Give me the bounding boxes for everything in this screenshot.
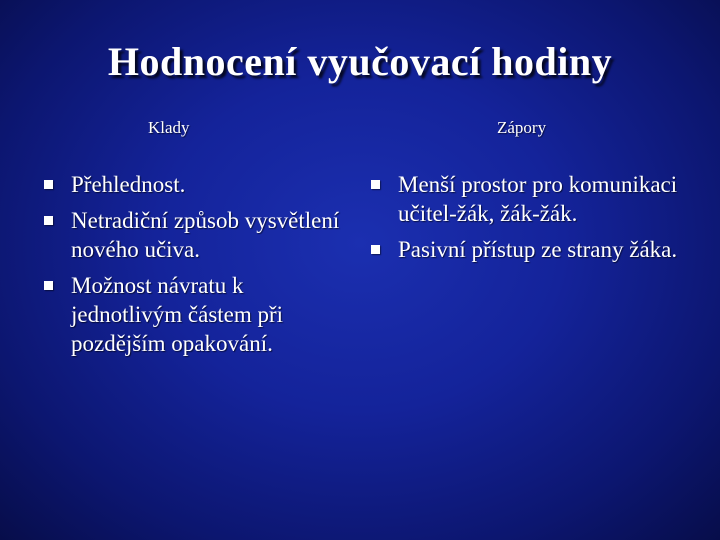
list-item (44, 206, 344, 264)
square-bullet-icon (44, 180, 53, 189)
square-bullet-icon (371, 180, 380, 189)
list-item-text: Menší prostor pro komunikaci učitel-žák, žák-žák. (398, 172, 678, 226)
cons-heading: Zápory (497, 118, 547, 137)
square-bullet-icon (44, 216, 53, 225)
square-bullet-icon (371, 245, 380, 254)
list-item-text: Pasivní přístup ze strany žáka. (398, 237, 678, 262)
list-item-text: Přehlednost. (71, 172, 186, 197)
square-bullet-icon (44, 281, 53, 290)
list-item-text: Možnost návratu k jednotlivým částem při pozdějším opakování. (71, 273, 284, 356)
pros-heading: Klady (148, 118, 190, 137)
list-item (44, 271, 344, 358)
list-item-text: Netradiční způsob vysvětlení nového učiva. (71, 208, 340, 262)
list-item (371, 170, 681, 228)
cons-list (371, 170, 681, 271)
slide-title: Hodnocení vyučovací hodiny (107, 39, 613, 84)
pros-list (44, 170, 344, 365)
list-item (371, 235, 681, 264)
list-item (44, 170, 344, 199)
